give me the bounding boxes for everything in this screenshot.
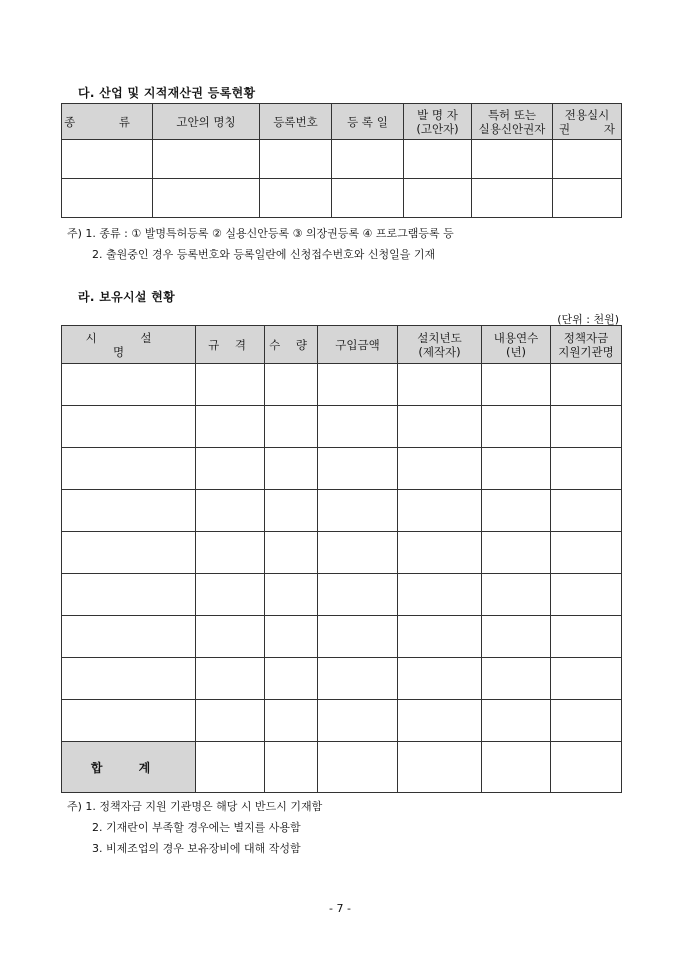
- col-patent-holder-header: [472, 104, 553, 140]
- col-type-header: 종 류: [62, 104, 153, 140]
- col-price-header: 구입금액: [318, 326, 398, 364]
- table-row: [62, 448, 622, 490]
- install-year-sub-label: (제작자): [418, 344, 461, 359]
- page-number: - 7 -: [329, 902, 351, 915]
- table-row: [62, 700, 622, 742]
- input-cell[interactable]: [482, 490, 551, 532]
- input-cell[interactable]: [318, 616, 398, 658]
- exclusive-sub-label-left: 권: [559, 121, 571, 136]
- table-row: [62, 490, 622, 532]
- table-row: [62, 364, 622, 406]
- useful-life-sub-label: (년): [505, 344, 527, 359]
- input-cell[interactable]: [260, 179, 332, 218]
- input-cell[interactable]: [482, 532, 551, 574]
- input-cell[interactable]: [398, 742, 482, 793]
- col-exclusive-license-header: [553, 104, 622, 140]
- input-cell[interactable]: [551, 616, 622, 658]
- input-cell[interactable]: [196, 490, 265, 532]
- input-cell[interactable]: [551, 574, 622, 616]
- input-cell[interactable]: [265, 658, 318, 700]
- inventor-label: 발 명 자: [417, 107, 458, 122]
- input-cell[interactable]: [62, 364, 196, 406]
- input-cell[interactable]: [62, 700, 196, 742]
- col-qty-header: 수 량: [265, 326, 318, 364]
- input-cell[interactable]: [265, 532, 318, 574]
- input-cell[interactable]: [265, 574, 318, 616]
- input-cell[interactable]: [398, 364, 482, 406]
- total-label: 합 계: [62, 742, 196, 793]
- section-ra-title: 라. 보유시설 현황: [78, 290, 176, 304]
- note-da-2: 2. 출원중인 경우 등록번호와 등록일란에 신청접수번호와 신청일을 기재: [92, 248, 436, 261]
- input-cell[interactable]: [62, 490, 196, 532]
- input-cell[interactable]: [318, 574, 398, 616]
- col-useful-life-header: [482, 326, 551, 364]
- input-cell[interactable]: [196, 364, 265, 406]
- input-cell[interactable]: [482, 406, 551, 448]
- input-cell[interactable]: [398, 448, 482, 490]
- col-fund-agency-header: [551, 326, 622, 364]
- input-cell[interactable]: [332, 179, 404, 218]
- col-install-year-header: [398, 326, 482, 364]
- input-cell[interactable]: [265, 700, 318, 742]
- input-cell[interactable]: [553, 179, 622, 218]
- input-cell[interactable]: [196, 574, 265, 616]
- total-row: [62, 742, 622, 793]
- input-cell[interactable]: [196, 532, 265, 574]
- input-cell[interactable]: [265, 742, 318, 793]
- input-cell[interactable]: [551, 658, 622, 700]
- input-cell[interactable]: [265, 406, 318, 448]
- input-cell[interactable]: [553, 140, 622, 179]
- facility-table: [61, 325, 622, 793]
- input-cell[interactable]: [62, 616, 196, 658]
- col-name-header: 고안의 명칭: [153, 104, 260, 140]
- col-facility-header: 시 설 명: [62, 326, 196, 364]
- input-cell[interactable]: [551, 742, 622, 793]
- exclusive-sub-label-right: 자: [603, 121, 615, 136]
- inventor-sub-label: (고안자): [416, 121, 459, 136]
- input-cell[interactable]: [482, 448, 551, 490]
- input-cell[interactable]: [62, 532, 196, 574]
- col-spec-header: 규 격: [196, 326, 265, 364]
- input-cell[interactable]: [398, 406, 482, 448]
- input-cell[interactable]: [404, 140, 472, 179]
- input-cell[interactable]: [398, 490, 482, 532]
- input-cell[interactable]: [318, 364, 398, 406]
- patent-label: 특허 또는: [487, 107, 537, 122]
- input-cell[interactable]: [153, 179, 260, 218]
- note-da-1: 주) 1. 종류 : ① 발명특허등록 ② 실용신안등록 ③ 의장권등록 ④ 프로그램등록 등: [67, 227, 454, 240]
- note-ra-1: 주) 1. 정책자금 지원 기관명은 해당 시 반드시 기재함: [67, 800, 323, 813]
- input-cell[interactable]: [482, 364, 551, 406]
- input-cell[interactable]: [551, 406, 622, 448]
- input-cell[interactable]: [196, 700, 265, 742]
- input-cell[interactable]: [62, 448, 196, 490]
- useful-life-label: 내용연수: [493, 330, 539, 345]
- input-cell[interactable]: [551, 532, 622, 574]
- input-cell[interactable]: [265, 364, 318, 406]
- col-inventor-header: [404, 104, 472, 140]
- input-cell[interactable]: [265, 490, 318, 532]
- input-cell[interactable]: [196, 406, 265, 448]
- table-row: [62, 140, 622, 179]
- input-cell[interactable]: [398, 574, 482, 616]
- note-ra-2: 2. 기재란이 부족할 경우에는 별지를 사용함: [92, 821, 301, 834]
- input-cell[interactable]: [318, 658, 398, 700]
- exclusive-label: 전용실시: [564, 107, 610, 122]
- input-cell[interactable]: [398, 700, 482, 742]
- input-cell[interactable]: [472, 179, 553, 218]
- input-cell[interactable]: [196, 742, 265, 793]
- patent-sub-label: 실용신안권자: [478, 121, 546, 136]
- input-cell[interactable]: [318, 700, 398, 742]
- input-cell[interactable]: [196, 448, 265, 490]
- input-cell[interactable]: [398, 532, 482, 574]
- input-cell[interactable]: [265, 616, 318, 658]
- input-cell[interactable]: [472, 140, 553, 179]
- col-reg-no-header: 등록번호: [260, 104, 332, 140]
- input-cell[interactable]: [551, 700, 622, 742]
- input-cell[interactable]: [404, 179, 472, 218]
- input-cell[interactable]: [196, 616, 265, 658]
- input-cell[interactable]: [62, 406, 196, 448]
- input-cell[interactable]: [62, 658, 196, 700]
- input-cell[interactable]: [551, 364, 622, 406]
- unit-label: (단위 : 천원): [557, 313, 619, 326]
- input-cell[interactable]: [196, 658, 265, 700]
- input-cell[interactable]: [482, 658, 551, 700]
- table-row: [62, 532, 622, 574]
- input-cell[interactable]: [398, 616, 482, 658]
- input-cell[interactable]: [398, 658, 482, 700]
- input-cell[interactable]: [265, 448, 318, 490]
- input-cell[interactable]: [318, 406, 398, 448]
- install-year-label: 설치년도: [417, 330, 462, 345]
- note-ra-3: 3. 비제조업의 경우 보유장비에 대해 작성함: [92, 842, 301, 855]
- ip-registration-table: [61, 103, 622, 218]
- table-row: [62, 616, 622, 658]
- fund-agency-label: 정책자금: [563, 330, 609, 345]
- input-cell[interactable]: [260, 140, 332, 179]
- input-cell[interactable]: [153, 140, 260, 179]
- fund-agency-sub-label: 지원기관명: [558, 344, 614, 359]
- table-row: [62, 658, 622, 700]
- input-cell[interactable]: [482, 574, 551, 616]
- input-cell[interactable]: [482, 616, 551, 658]
- input-cell[interactable]: [482, 700, 551, 742]
- input-cell[interactable]: [318, 532, 398, 574]
- table-row: [62, 406, 622, 448]
- input-cell[interactable]: [62, 574, 196, 616]
- col-reg-date-header: 등 록 일: [332, 104, 404, 140]
- input-cell[interactable]: [332, 140, 404, 179]
- input-cell[interactable]: [62, 179, 153, 218]
- input-cell[interactable]: [318, 448, 398, 490]
- input-cell[interactable]: [318, 490, 398, 532]
- section-da-title: 다. 산업 및 지적재산권 등록현황: [78, 86, 256, 100]
- input-cell[interactable]: [551, 448, 622, 490]
- input-cell[interactable]: [482, 742, 551, 793]
- input-cell[interactable]: [551, 490, 622, 532]
- input-cell[interactable]: [318, 742, 398, 793]
- table-row: [62, 574, 622, 616]
- input-cell[interactable]: [62, 140, 153, 179]
- table-row: [62, 179, 622, 218]
